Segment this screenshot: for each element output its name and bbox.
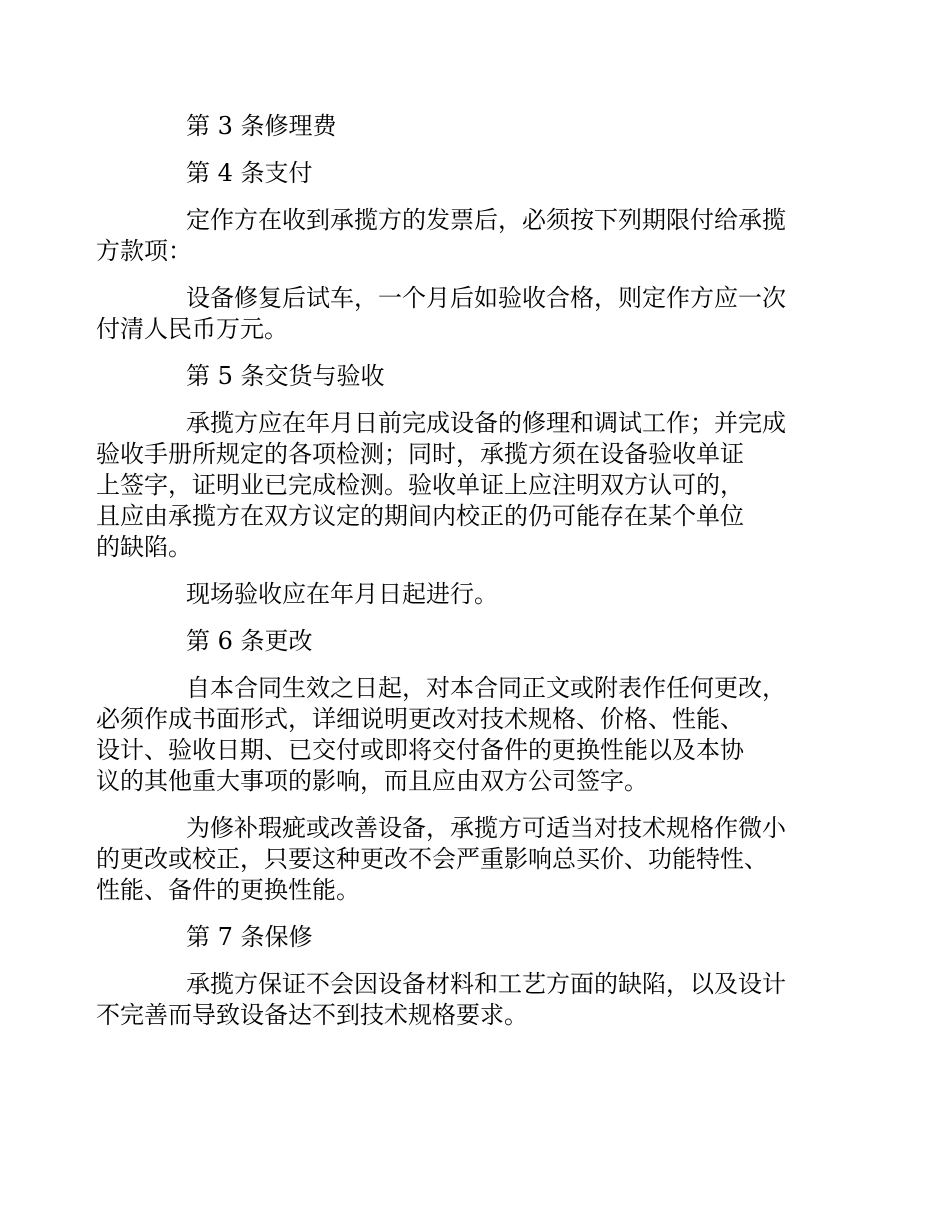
article-6-changes-paragraph (96, 673, 826, 797)
text-line: 承揽方保证不会因设备材料和工艺方面的缺陷，以及设计 (186, 970, 786, 998)
text-line: 的缺陷。 (96, 533, 192, 561)
text-line: 为修补瑕疵或改善设备，承揽方可适当对技术规格作微小 (186, 814, 786, 842)
article-5-heading (141, 361, 826, 392)
text-line: 第 5 条交货与验收 (186, 362, 385, 390)
text-line: 议的其他重大事项的影响，而且应由双方公司签字。 (96, 767, 648, 795)
article-4-settlement-paragraph (96, 283, 826, 345)
article-3-heading (141, 111, 826, 142)
text-line: 设计、验收日期、已交付或即将交付备件的更换性能以及本协 (96, 736, 744, 764)
text-line: 第 7 条保修 (186, 923, 313, 951)
article-7-heading (141, 922, 826, 953)
text-line: 现场验收应在年月日起进行。 (186, 580, 498, 608)
text-line: 定作方在收到承揽方的发票后，必须按下列期限付给承揽 (186, 206, 786, 234)
text-line: 承揽方应在年月日前完成设备的修理和调试工作；并完成 (186, 409, 786, 437)
article-6-minor-changes-paragraph (96, 813, 826, 906)
text-line: 第 6 条更改 (186, 627, 313, 655)
article-5-onsite-paragraph (141, 579, 826, 610)
text-line: 且应由承揽方在双方议定的期间内校正的仍可能存在某个单位 (96, 502, 744, 530)
text-line: 自本合同生效之日起，对本合同正文或附表作任何更改， (186, 674, 786, 702)
article-4-heading (141, 158, 826, 189)
text-line: 必须作成书面形式，详细说明更改对技术规格、价格、性能、 (96, 705, 744, 733)
text-line: 设备修复后试车，一个月后如验收合格，则定作方应一次 (186, 284, 786, 312)
text-line: 付清人民币万元。 (96, 315, 288, 343)
text-line: 上签字，证明业已完成检测。验收单证上应注明双方认可的， (96, 471, 744, 499)
article-7-warranty-paragraph (96, 969, 826, 1031)
article-5-acceptance-paragraph (96, 408, 826, 563)
text-line: 性能、备件的更换性能。 (96, 876, 360, 904)
text-line: 方款项： (96, 237, 192, 265)
text-line: 第 4 条支付 (186, 159, 313, 187)
article-6-heading (141, 626, 826, 657)
article-4-payment-paragraph (96, 205, 826, 267)
text-line: 不完善而导致设备达不到技术规格要求。 (96, 1001, 528, 1029)
document-body (96, 111, 826, 1047)
text-line: 的更改或校正，只要这种更改不会严重影响总买价、功能特性、 (96, 845, 768, 873)
text-line: 第 3 条修理费 (186, 112, 337, 140)
text-line: 验收手册所规定的各项检测；同时，承揽方须在设备验收单证 (96, 440, 744, 468)
